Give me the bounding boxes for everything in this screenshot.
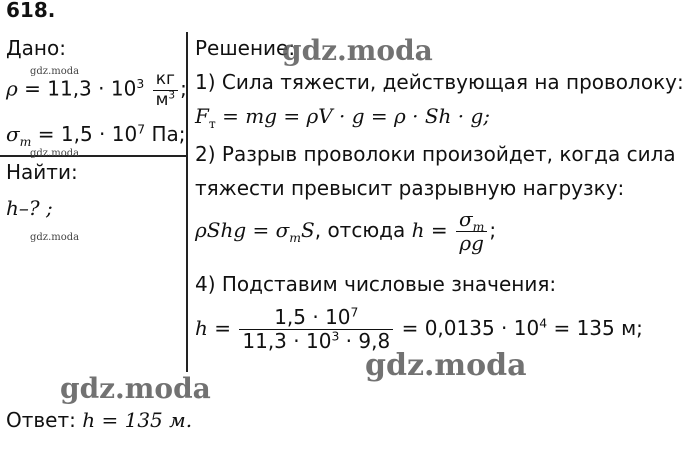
given-density: $\rho = 11,3 \cdot 10^3$ $\frac{кг}{м^3}$ ; (6, 69, 187, 110)
given-strength: $\sigma_m = 1,5 \cdot 10^7$ Па; (6, 121, 186, 149)
equation-break: $\rho Shg = \sigma_mS$, отсюда h = $\frac{\sigma_m}{\rho g}$ ; (195, 207, 497, 255)
watermark-small-2: gdz.moda (30, 148, 80, 159)
find-item: h–? ; (6, 196, 53, 220)
watermark-top: gdz.moda (282, 34, 433, 67)
watermark-small-3: gdz.moda (30, 232, 80, 243)
section-divider (0, 155, 186, 157)
solution-step2-line1: 2) Разрыв проволоки произойдет, когда сила (195, 142, 676, 166)
equation-gravity: $F_т$ = mg = ρV · g = ρ · Sh · g; (195, 104, 491, 131)
problem-number: 618. (6, 0, 56, 22)
solution-step1: 1) Сила тяжести, действующая на проволоку: (195, 70, 684, 94)
watermark-right: gdz.moda (365, 348, 527, 383)
solution-step4: 4) Подставим числовые значения: (195, 272, 557, 296)
solution-heading: Решение: (195, 36, 296, 60)
watermark-bottom-left: gdz.moda (60, 372, 211, 405)
equation-numeric: h = $\frac{1,5 \cdot 10^7}{11,3 \cdot 10^3 \cdot 9,8}$ = $0,0135 \cdot 10^4 = 135$ м; (195, 304, 643, 353)
watermark-small-1: gdz.moda (30, 66, 80, 77)
answer: Ответ: h = 135 м. (6, 408, 193, 432)
find-heading: Найти: (6, 160, 78, 184)
solution-step2-line2: тяжести превысит разрывную нагрузку: (195, 176, 625, 200)
given-heading: Дано: (6, 36, 66, 60)
